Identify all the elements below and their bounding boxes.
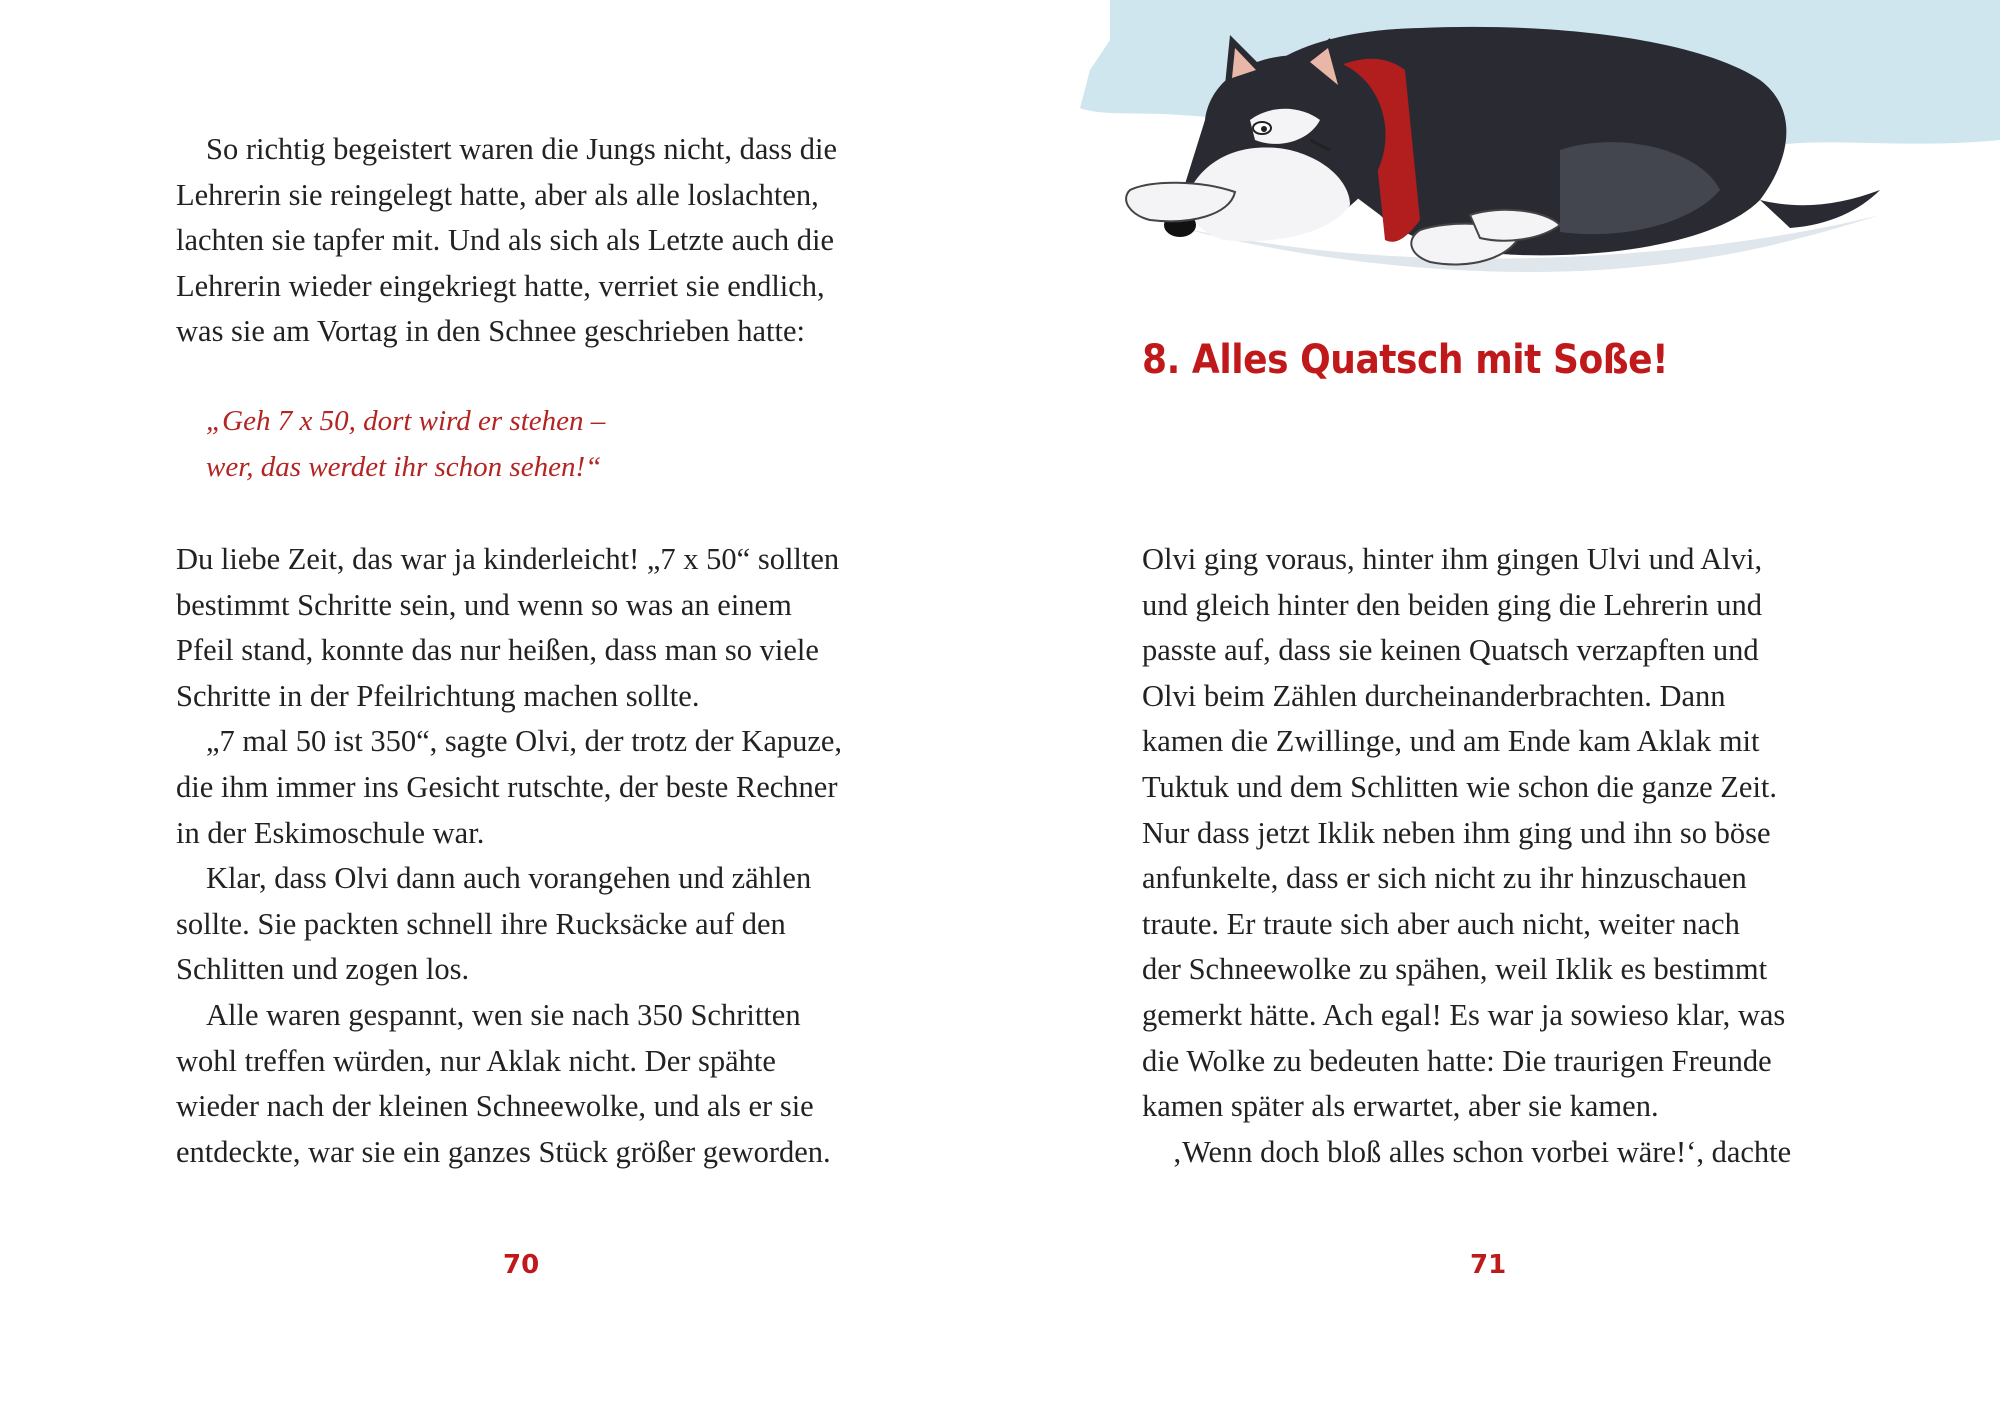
page-number-left: 70 — [503, 1250, 540, 1280]
left-paragraph-3: „7 mal 50 ist 350“, sagte Olvi, der trotz der Kapuze, die ihm immer ins Gesicht rutschte, der beste Rechner in der Eskimoschule war. — [176, 724, 843, 850]
verse-line-1: „Geh 7 x 50, dort wird er stehen – — [206, 405, 606, 437]
right-paragraph-1: Olvi ging voraus, hinter ihm gingen Ulvi und Alvi, und gleich hinter den beiden ging die Lehrerin und passte auf, dass sie keinen Quatsch verzapften und Olvi beim Zählen durcheinanderbrachten. Dann kamen die Zwillinge, und am Ende kam Aklak mit Tuktuk und dem Schlitten wie schon die ganze Zeit. Nur dass jetzt Iklik neben ihm ging und ihn so böse anfunkelte, dass er sich nicht zu ihr hinzuschauen traute. Er traute sich aber auch nicht, weiter nach der Schneewolke zu spähen, weil Iklik es bestimmt gemerkt hätte. Ach egal! Es war ja sowieso klar, was die Wolke zu bedeuten hatte: Die traurigen Freunde kamen später als erwartet, aber sie kamen. — [1142, 542, 1786, 1124]
chapter-title: 8. Alles Quatsch mit Soße! — [1142, 337, 1669, 383]
husky-dog-lying-in-snow-icon — [1000, 0, 2000, 320]
left-text-block-top — [176, 127, 896, 355]
page-number-right: 71 — [1470, 1250, 1507, 1280]
left-paragraph-4: Klar, dass Olvi dann auch vorangehen und zählen sollte. Sie packten schnell ihre Rucksäcke auf den Schlitten und zogen los. — [176, 861, 812, 987]
left-paragraph-1: So richtig begeistert waren die Jungs nicht, dass die Lehrerin sie reingelegt hatte, aber als alle loslachten, lachten sie tapfer mit. Und als sich als Letzte auch die Lehrerin wieder eingekriegt hatte, verriet sie endlich, was sie am Vortag in den Schnee geschrieben hatte: — [176, 132, 838, 349]
verse-quote — [206, 398, 605, 490]
left-paragraph-2: Du liebe Zeit, das war ja kinderleicht! „7 x 50“ sollten bestimmt Schritte sein, und wenn so was an einem Pfeil stand, konnte das nur heißen, dass man so viele Schritte in der Pfeilrichtung machen sollte. — [176, 542, 840, 713]
verse-line-2: wer, das werdet ihr schon sehen!“ — [206, 451, 602, 483]
right-text-block — [1142, 537, 1842, 1175]
left-paragraph-5: Alle waren gespannt, wen sie nach 350 Schritten wohl treffen würden, nur Aklak nicht. Der spähte wieder nach der kleinen Schneewolke, und als er sie entdeckte, war sie ein ganzes Stück größer geworden. — [176, 997, 831, 1169]
left-text-block-bottom — [176, 537, 896, 1175]
right-page — [1000, 0, 2000, 1412]
right-paragraph-2: ‚Wenn doch bloß alles schon vorbei wäre!‘, dachte — [1172, 1134, 1792, 1169]
